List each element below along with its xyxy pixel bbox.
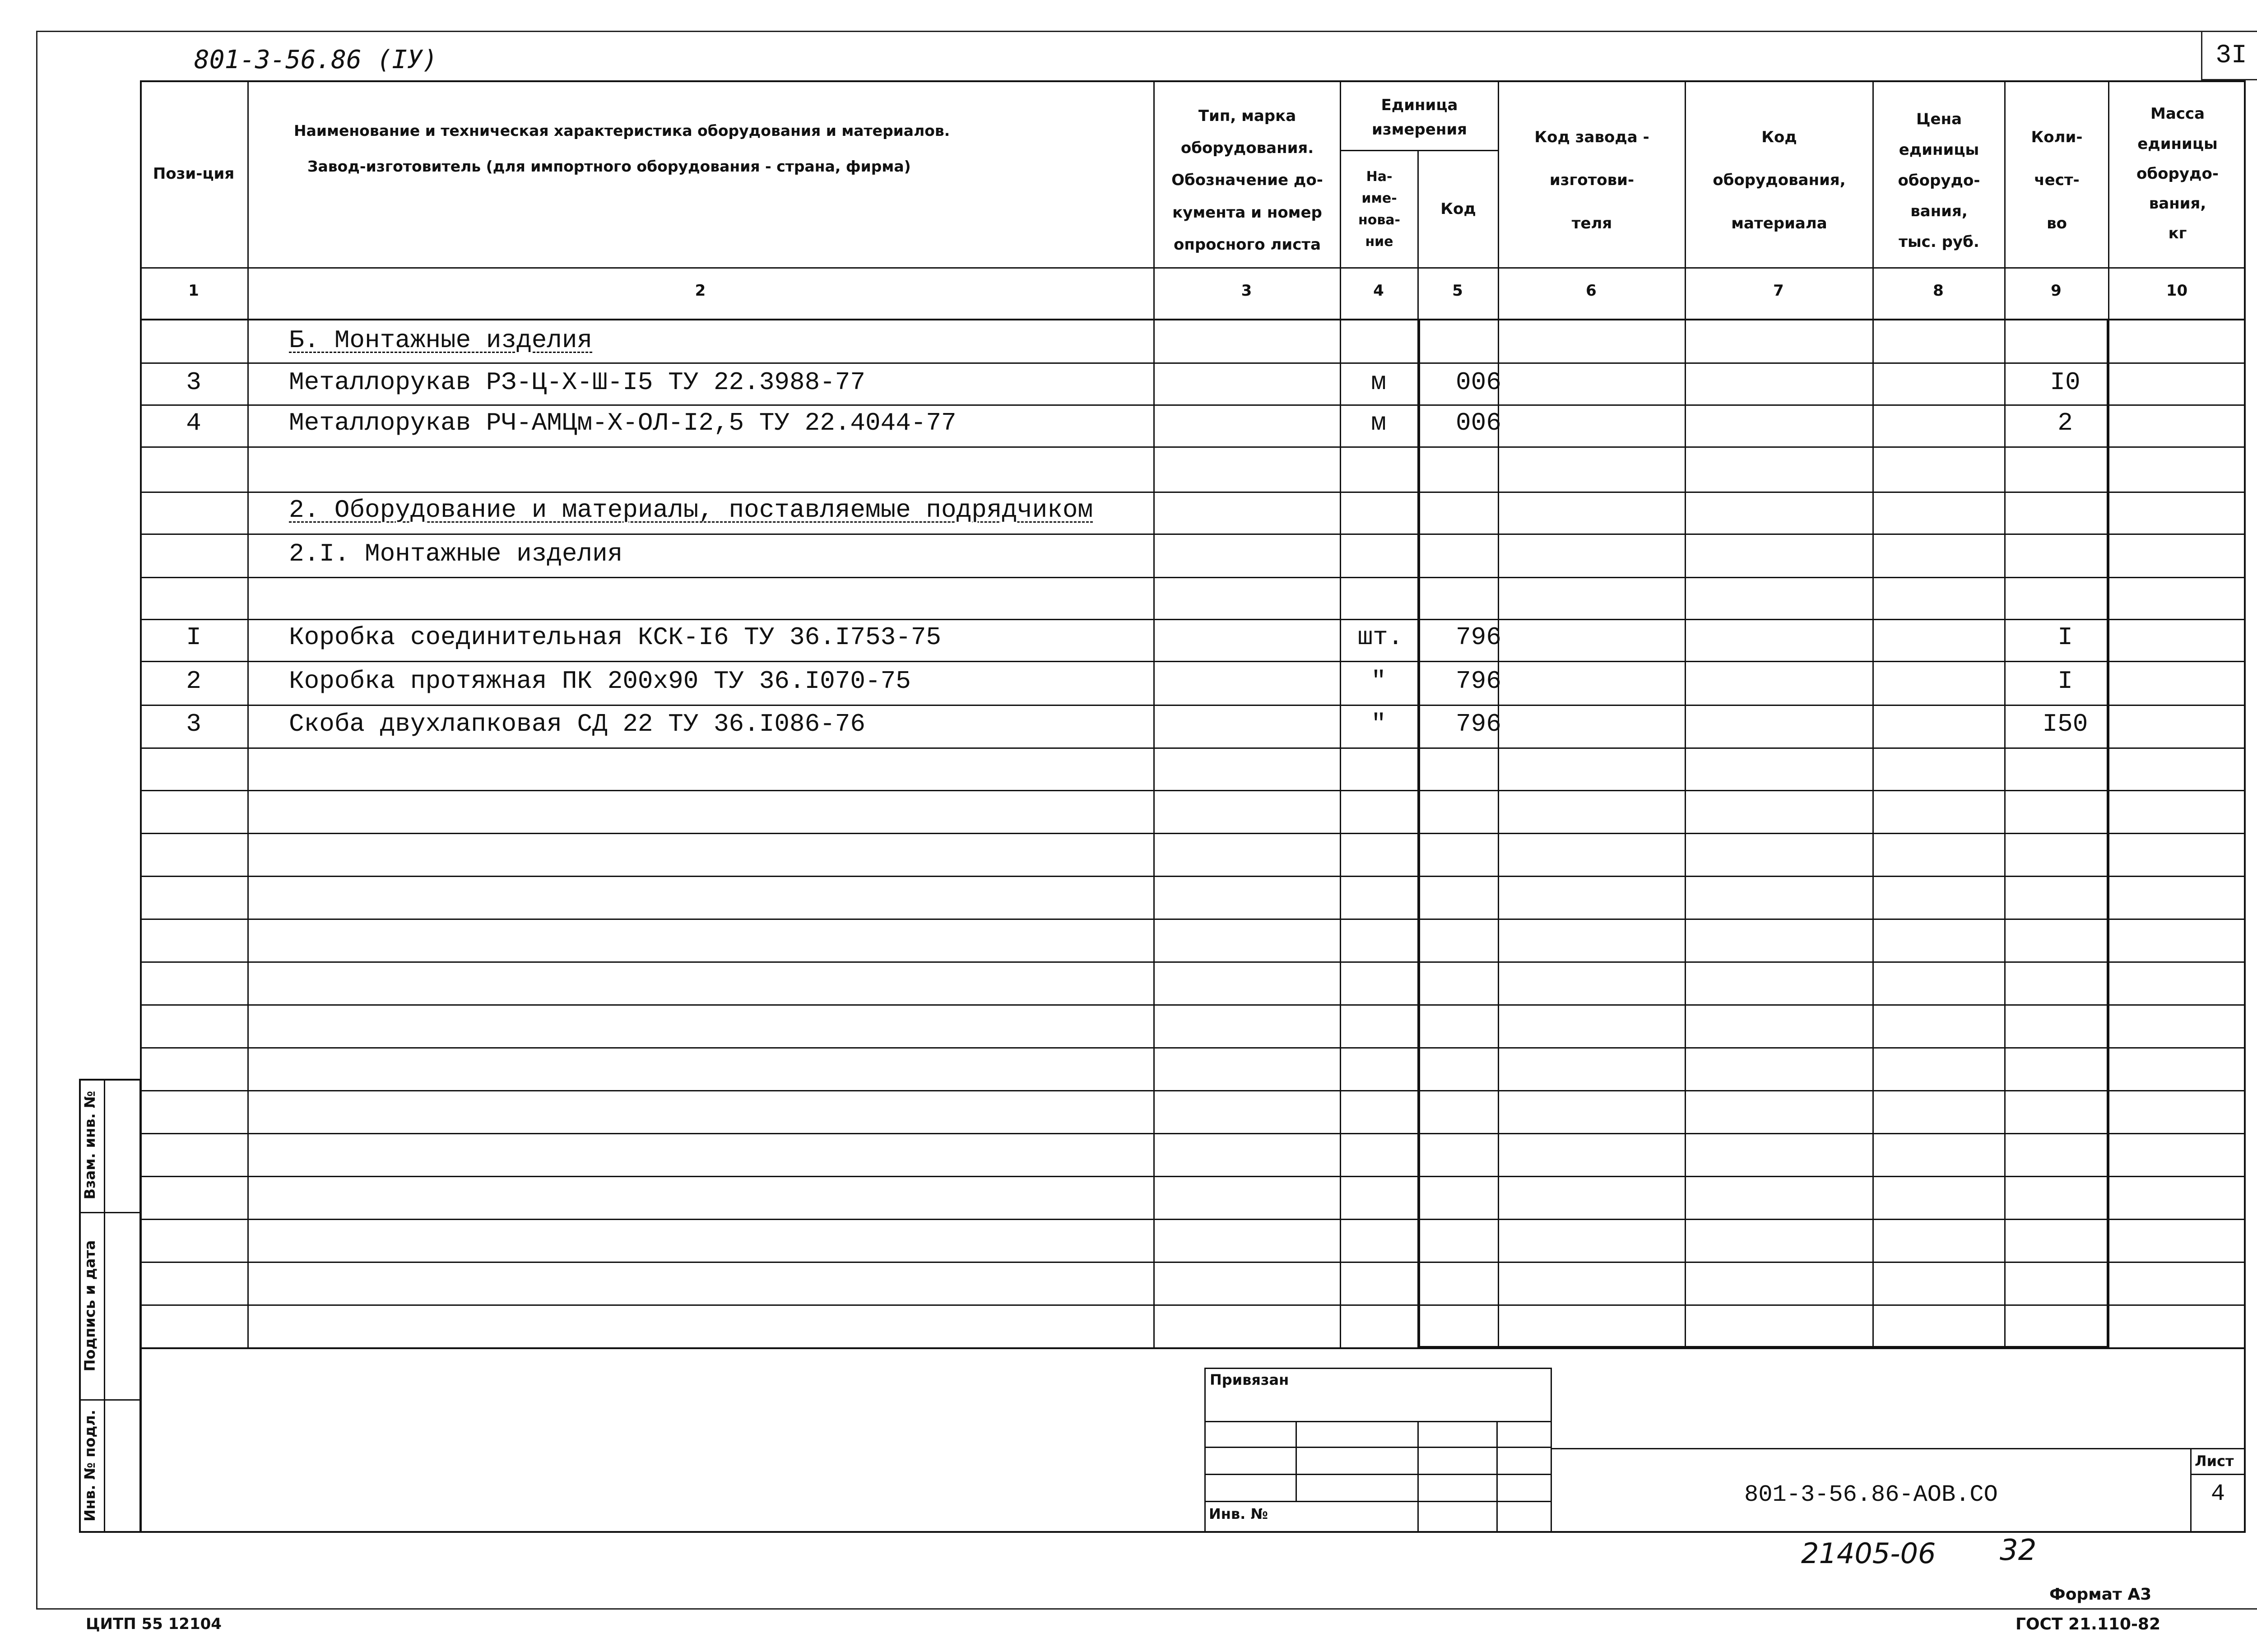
header-name: Наименование и техническая характеристика оборудования и материалов. Завод-изготовитель (для импортного оборудования - страна, фирма) — [294, 122, 950, 176]
column-number: 5 — [1452, 282, 1463, 300]
title-col — [1496, 1421, 1498, 1533]
footer-gost: ГОСТ 21.110-82 — [2016, 1615, 2161, 1633]
title-line — [1204, 1501, 1552, 1502]
section-heading: Б. Монтажные изделия — [289, 326, 593, 355]
row-quantity: I — [2057, 623, 2073, 652]
row-quantity: I50 — [2042, 710, 2088, 738]
side-stamp-label: Взам. инв. № — [81, 1091, 98, 1200]
title-line — [1204, 1421, 1552, 1422]
row-position: I — [186, 623, 201, 652]
header-unit-code: Код — [1440, 200, 1476, 218]
header-unit-name: На- име- нова- ние — [1358, 168, 1401, 250]
thick-data-block — [1417, 319, 2109, 1349]
row-unit: м — [1371, 368, 1386, 397]
stamp-sheet-line — [2190, 1474, 2246, 1475]
header-bottom-line — [140, 267, 2246, 269]
title-col — [1296, 1421, 1297, 1501]
sheet-label: Лист — [2195, 1452, 2234, 1470]
row-unit-code: 796 — [1456, 623, 1501, 652]
privyazan-label: Привязан — [1210, 1371, 1289, 1388]
row-name: Металлорукав РЗ-Ц-Х-Ш-I5 ТУ 22.3988-77 — [289, 368, 866, 397]
column-number: 8 — [1933, 282, 1944, 300]
row-unit-code: 796 — [1456, 667, 1501, 696]
header-unit-group: Единица измерения — [1372, 96, 1467, 139]
column-number: 9 — [2051, 282, 2062, 300]
row-unit: м — [1371, 408, 1386, 437]
header-mass: Масса единицы оборудо- вания, кг — [2136, 105, 2219, 243]
row-unit: " — [1371, 710, 1386, 738]
sheet-number: 4 — [2211, 1480, 2225, 1507]
row-position: 3 — [186, 368, 201, 397]
subsection-heading: 2.I. Монтажные изделия — [289, 539, 623, 568]
stamp-top-line — [1552, 1448, 2246, 1449]
row-name: Коробка соединительная КСК-I6 ТУ 36.I753-75 — [289, 623, 942, 652]
side-stamp-label: Подпись и дата — [81, 1240, 98, 1372]
page-number-box — [2201, 31, 2257, 80]
column-number: 1 — [188, 282, 199, 300]
column-number: 7 — [1773, 282, 1784, 300]
footer-format: Формат А3 — [2049, 1585, 2152, 1604]
row-unit-code: 006 — [1456, 408, 1501, 437]
title-col — [1417, 1421, 1419, 1533]
side-stamp-divider — [104, 1079, 105, 1533]
header-equipment-code: Код оборудования, материала — [1713, 128, 1846, 232]
row-quantity: 2 — [2057, 408, 2073, 437]
col-line — [247, 80, 249, 1349]
row-quantity: I — [2057, 667, 2073, 696]
row-name: Скоба двухлапковая СД 22 ТУ 36.I086-76 — [289, 710, 866, 738]
header-type: Тип, марка оборудования. Обозначение до- кумента и номер опросного листа — [1171, 107, 1323, 254]
row-position: 3 — [186, 710, 201, 738]
row-position: 4 — [186, 408, 201, 437]
handwritten-page: 32 — [2000, 1534, 2037, 1567]
title-line — [1204, 1447, 1552, 1448]
column-number: 2 — [695, 282, 706, 300]
col-line — [1153, 80, 1155, 1349]
column-number: 4 — [1373, 282, 1384, 300]
column-number: 6 — [1586, 282, 1597, 300]
header-quantity: Коли- чест- во — [2031, 128, 2083, 232]
handwritten-number: 21405-06 — [1801, 1537, 1936, 1570]
page-number: 3I — [2215, 41, 2247, 70]
row-unit-code: 006 — [1456, 368, 1501, 397]
header-price: Цена единицы оборудо- вания, тыс. руб. — [1898, 110, 1980, 251]
column-number: 10 — [2166, 282, 2188, 300]
side-stamp-label: Инв. № подл. — [81, 1410, 98, 1522]
row-unit: шт. — [1357, 623, 1403, 652]
section-heading: 2. Оборудование и материалы, поставляемые подрядчиком — [289, 496, 1093, 524]
row-name: Коробка протяжная ПК 200х90 ТУ 36.I070-75 — [289, 667, 911, 696]
row-quantity: I0 — [2050, 368, 2081, 397]
header-position: Пози- ция — [153, 164, 235, 183]
footer-tsitp: ЦИТП 55 12104 — [86, 1615, 222, 1633]
top-doc-code: 801-3-56.86 (IУ) — [194, 45, 438, 74]
inv-no-label: Инв. № — [1209, 1505, 1268, 1522]
title-line — [1204, 1474, 1552, 1475]
row-unit: " — [1371, 667, 1386, 696]
row-position: 2 — [186, 667, 201, 696]
document-code: 801-3-56.86-АОВ.СО — [1744, 1481, 1998, 1508]
row-unit-code: 796 — [1456, 710, 1501, 738]
row-name: Металлорукав РЧ-АМЦм-Х-ОЛ-I2,5 ТУ 22.4044-77 — [289, 408, 957, 437]
column-number: 3 — [1241, 282, 1252, 300]
header-factory-code: Код завода - изготови- теля — [1534, 128, 1649, 232]
